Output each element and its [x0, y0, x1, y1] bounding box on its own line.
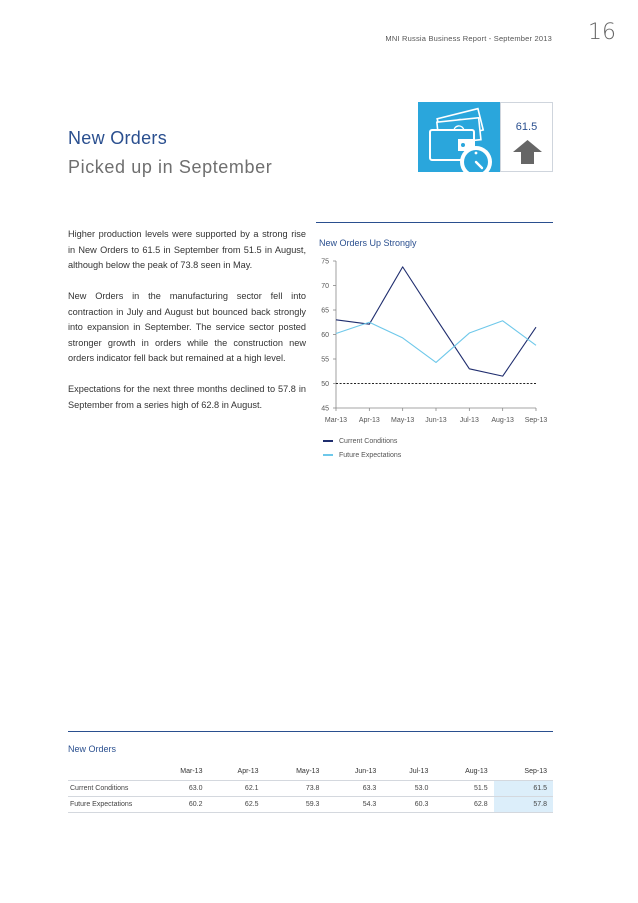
body-paragraph: Expectations for the next three months declined to 57.8 in September from a series high of 62.8 in August. [68, 384, 306, 410]
x-tick-label: Sep-13 [524, 417, 548, 424]
x-tick-label: Apr-13 [358, 417, 380, 424]
column-header: Jun-13 [354, 767, 377, 775]
table-cell: 53.0 [382, 780, 434, 796]
x-tick-label: Mar-13 [324, 417, 348, 424]
data-table [68, 763, 553, 813]
table-cell: 62.8 [434, 796, 493, 812]
chart-title: New Orders Up Strongly [319, 238, 417, 248]
indicator-value-box [500, 102, 553, 172]
table-cell: 59.3 [265, 796, 326, 812]
table-title: New Orders [68, 744, 117, 754]
wallet-money-clock-icon [418, 102, 500, 172]
legend-item-current-conditions [323, 434, 401, 448]
legend-item-future-expectations [323, 448, 401, 462]
y-tick-label: 65 [321, 307, 329, 315]
table-cell: 63.3 [325, 780, 382, 796]
column-header: Sep-13 [524, 767, 547, 775]
table-cell: 62.5 [208, 796, 264, 812]
series-line-future-expectations [336, 321, 536, 363]
column-header: Jul-13 [409, 767, 429, 775]
table-cell: 51.5 [434, 780, 493, 796]
y-tick-label: 75 [321, 258, 329, 266]
column-header: May-13 [296, 767, 320, 775]
series-line-current-conditions [336, 267, 536, 376]
column-header: Aug-13 [465, 767, 488, 775]
y-tick-label: 55 [321, 356, 329, 364]
section-subtitle: Picked up in September [68, 157, 273, 177]
table-corner [68, 763, 150, 780]
row-label: Future Expectations [68, 796, 150, 812]
x-tick-label: May-13 [390, 417, 415, 424]
column-header: Apr-13 [237, 767, 259, 775]
table-cell: 57.8 [494, 796, 553, 812]
report-header: MNI Russia Business Report - September 2013 [385, 34, 552, 43]
table-cell: 62.1 [208, 780, 264, 796]
y-tick-label: 70 [321, 283, 329, 290]
legend-label: Future Expectations [339, 451, 402, 459]
line-chart [314, 252, 554, 432]
body-text [68, 227, 306, 429]
column-header: Mar-13 [180, 767, 203, 775]
legend-swatch [323, 440, 333, 441]
table-cell: 61.5 [494, 780, 553, 796]
row-label: Current Conditions [68, 780, 150, 796]
y-tick-label: 50 [321, 381, 329, 388]
x-tick-label: Jul-13 [459, 417, 479, 424]
chart-divider [316, 222, 553, 223]
section-title: New Orders [68, 128, 168, 148]
y-tick-label: 60 [321, 332, 329, 339]
body-paragraph: Higher production levels were supported by a strong rise in New Orders to 61.5 in September from 51.5 in August, although below the peak of 73.8 seen in May. [68, 229, 306, 270]
table-cell: 60.3 [382, 796, 434, 812]
page-number: 16 [588, 20, 616, 45]
table-cell: 60.2 [150, 796, 208, 812]
x-tick-label: Aug-13 [491, 417, 514, 424]
body-paragraph: New Orders in the manufacturing sector fell into contraction in July and August but bounced back strongly into expansion in September. The service sector posted stronger growth in orders while the construction new orders indicator fell back but remained at a high level. [68, 291, 306, 363]
table-divider [68, 731, 553, 732]
table-header-row [68, 763, 553, 780]
chart-legend [323, 434, 401, 462]
table-row [68, 796, 553, 812]
table-cell: 54.3 [325, 796, 382, 812]
indicator-value: 61.5 [515, 121, 538, 133]
table-cell: 63.0 [150, 780, 208, 796]
x-tick-label: Jun-13 [425, 417, 447, 424]
table-row [68, 780, 553, 796]
table-cell: 73.8 [265, 780, 326, 796]
up-arrow-icon [511, 139, 544, 165]
legend-swatch [323, 454, 333, 455]
y-tick-label: 45 [321, 405, 329, 413]
legend-label: Current Conditions [339, 437, 398, 445]
